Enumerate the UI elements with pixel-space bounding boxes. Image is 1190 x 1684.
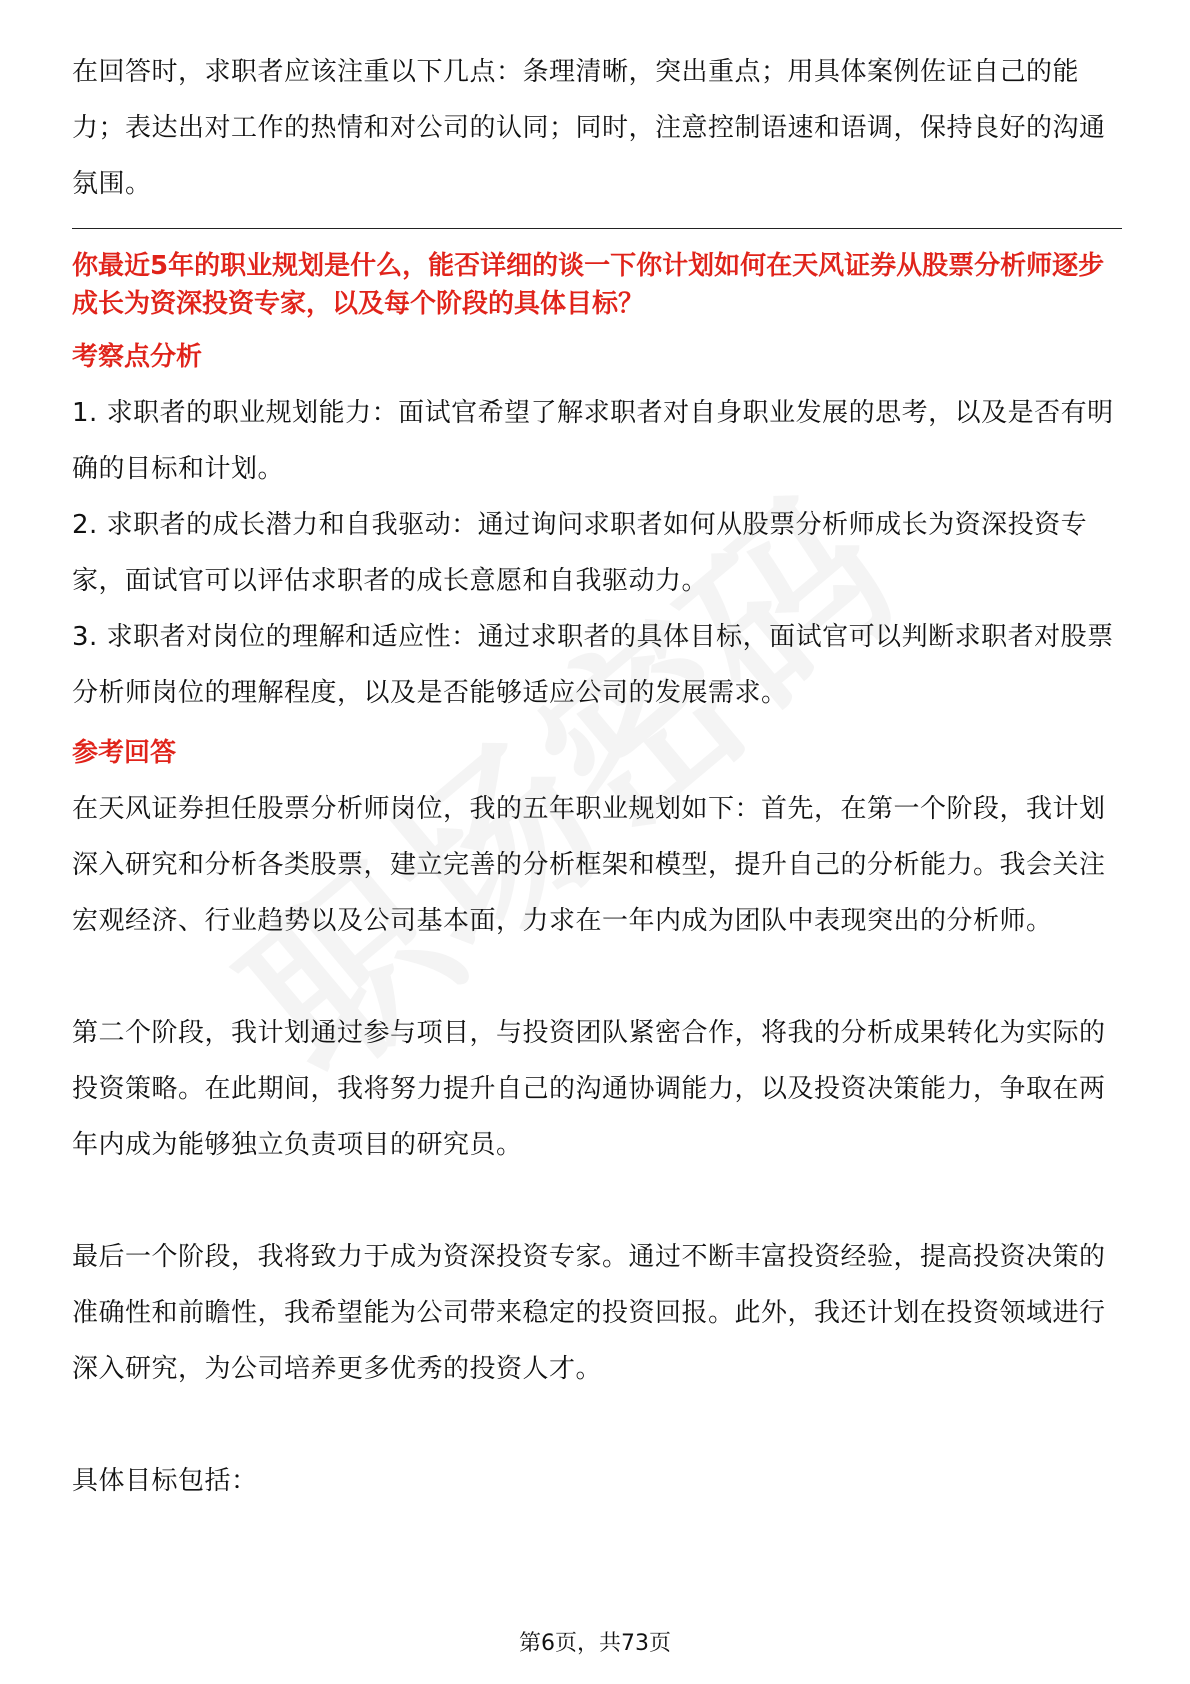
page-number-footer: 第6页，共73页 xyxy=(519,1631,671,1656)
analysis-point-1: 1. 求职者的职业规划能力：面试官希望了解求职者对自身职业发展的思考，以及是否有明确的目标和计划。 xyxy=(72,398,1114,484)
document-page xyxy=(72,44,1122,1509)
answer-paragraph-1: 在天风证券担任股票分析师岗位，我的五年职业规划如下：首先，在第一个阶段，我计划深入研究和分析各类股票，建立完善的分析框架和模型，提升自己的分析能力。我会关注宏观经济、行业趋势以及公司基本面，力求在一年内成为团队中表现突出的分析师。 xyxy=(72,794,1106,936)
divider xyxy=(72,228,1122,229)
intro-paragraph: 在回答时，求职者应该注重以下几点：条理清晰，突出重点；用具体案例佐证自己的能力；表达出对工作的热情和对公司的认同；同时，注意控制语速和语调，保持良好的沟通氛围。 xyxy=(72,57,1106,199)
analysis-point-3: 3. 求职者对岗位的理解和适应性：通过求职者的具体目标，面试官可以判断求职者对股票分析师岗位的理解程度，以及是否能够适应公司的发展需求。 xyxy=(72,622,1114,708)
question-heading: 你最近5年的职业规划是什么，能否详细的谈一下你计划如何在天风证券从股票分析师逐步成长为资深投资专家，以及每个阶段的具体目标？ xyxy=(72,251,1105,319)
answer-paragraph-2: 第二个阶段，我计划通过参与项目，与投资团队紧密合作，将我的分析成果转化为实际的投资策略。在此期间，我将努力提升自己的沟通协调能力，以及投资决策能力，争取在两年内成为能够独立负责项目的研究员。 xyxy=(72,1018,1106,1160)
answer-paragraph-4: 具体目标包括： xyxy=(72,1466,258,1496)
answer-paragraph-3: 最后一个阶段，我将致力于成为资深投资专家。通过不断丰富投资经验，提高投资决策的准确性和前瞻性，我希望能为公司带来稳定的投资回报。此外，我还计划在投资领域进行深入研究，为公司培养更多优秀的投资人才。 xyxy=(72,1242,1106,1384)
analysis-title: 考察点分析 xyxy=(72,342,203,372)
answer-title: 参考回答 xyxy=(72,738,177,768)
analysis-point-2: 2. 求职者的成长潜力和自我驱动：通过询问求职者如何从股票分析师成长为资深投资专家，面试官可以评估求职者的成长意愿和自我驱动力。 xyxy=(72,510,1088,596)
